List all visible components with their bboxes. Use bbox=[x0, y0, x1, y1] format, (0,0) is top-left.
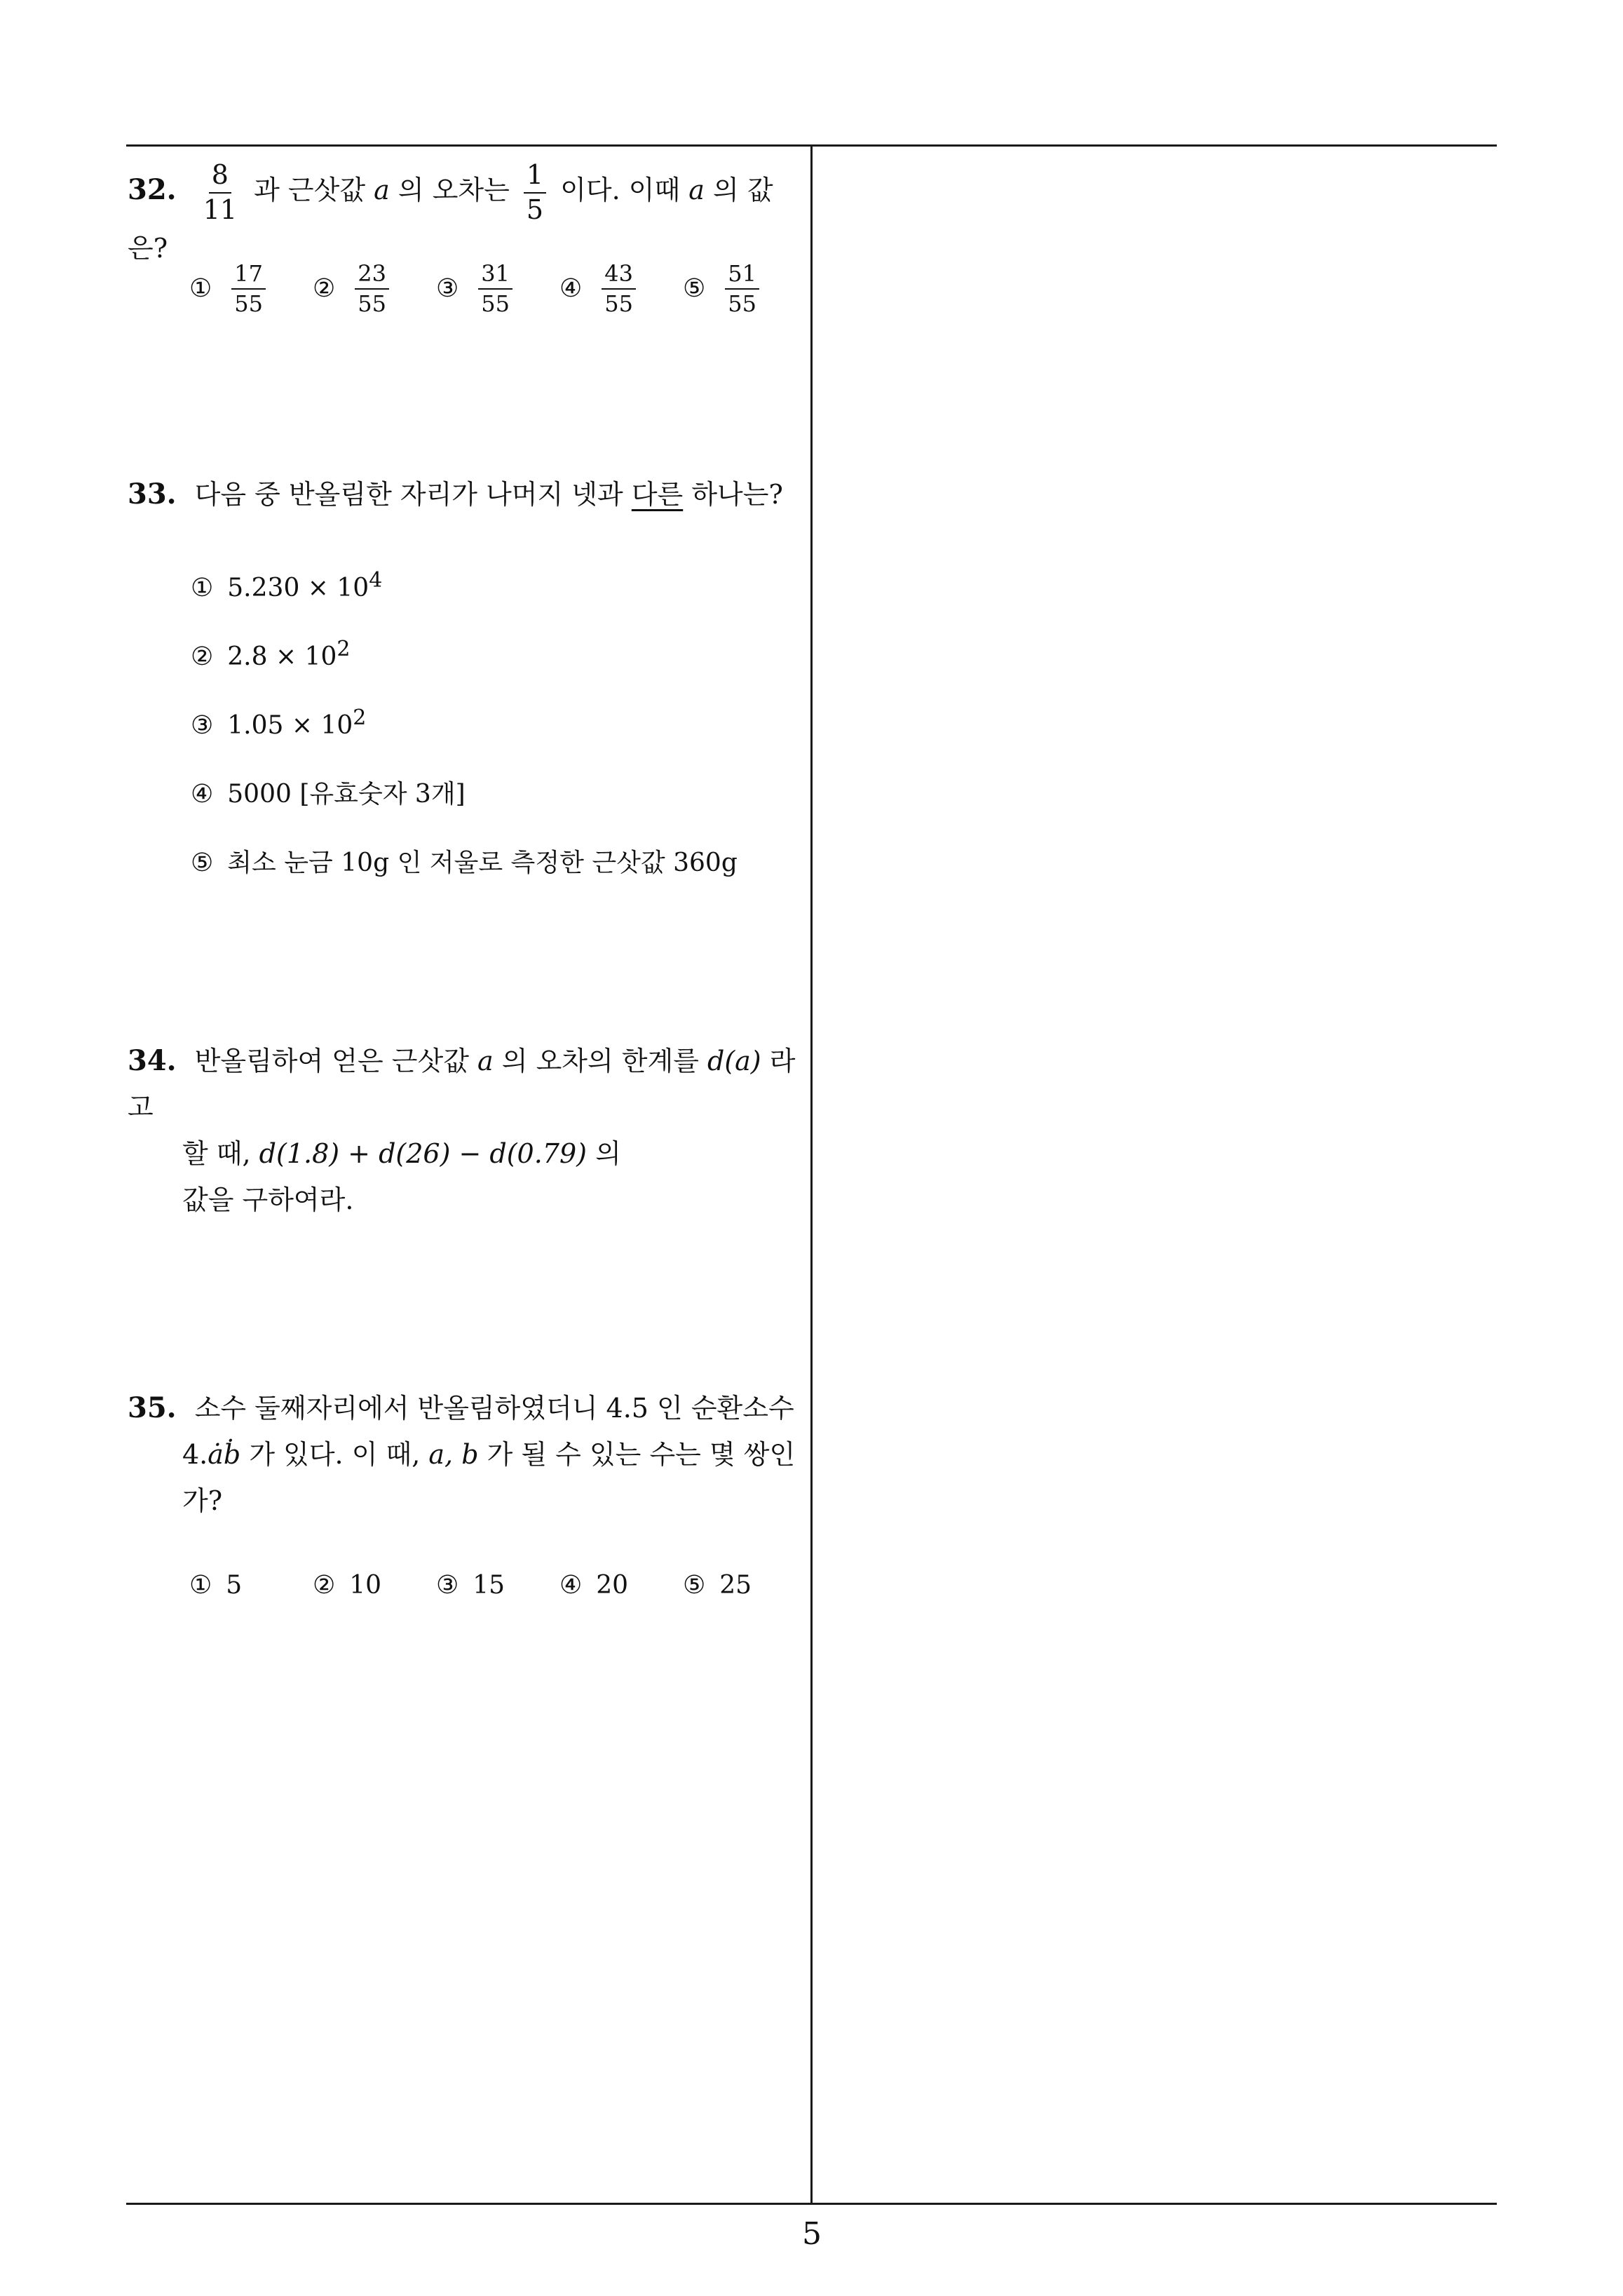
choice-1[interactable]: ① 5 bbox=[189, 1571, 243, 1600]
page-number: 5 bbox=[802, 2216, 822, 2252]
choice-3[interactable]: ③ 15 bbox=[436, 1571, 505, 1600]
choice-3[interactable]: ③ $1.05 \times 10^2$ bbox=[191, 705, 367, 740]
choice-1[interactable]: ① $5.230 \times 10^4$ bbox=[191, 568, 383, 602]
question-32: 32. $\frac{8}{11}$ 과 근삿값 a 의 오차는 $\frac{1}{5}$ 이다. 이때 a 의 값은? bbox=[128, 159, 773, 264]
q34-line-1: 34. 반올림하여 얻은 근삿값 a 의 오차의 한계를 d(a) 라고 bbox=[128, 1044, 796, 1123]
choice-3[interactable]: ③ $\frac{31}{55}$ bbox=[436, 261, 518, 317]
choice-2[interactable]: ② 10 bbox=[313, 1571, 382, 1600]
choice-2[interactable]: ② $\frac{23}{55}$ bbox=[313, 261, 395, 317]
q34-line-3: 값을 구하여라. bbox=[182, 1184, 354, 1215]
column-divider bbox=[810, 144, 813, 2205]
fraction-8-11: $\frac{8}{11}$ bbox=[203, 159, 238, 225]
question-number: 33. bbox=[128, 478, 177, 511]
choice-4[interactable]: ④ 5000 [유효숫자 3개] bbox=[191, 780, 466, 809]
question-34 bbox=[128, 1038, 804, 1223]
choice-5[interactable]: ⑤ 25 bbox=[683, 1571, 752, 1600]
underlined-word: 다른 bbox=[631, 479, 684, 510]
choice-5[interactable]: ⑤ $\frac{51}{55}$ bbox=[683, 261, 765, 317]
choice-4[interactable]: ④ $\frac{43}{55}$ bbox=[559, 261, 641, 317]
question-number: 35. bbox=[128, 1391, 177, 1424]
choice-1[interactable]: ① $\frac{17}{55}$ bbox=[189, 261, 271, 317]
question-35 bbox=[128, 1385, 804, 1524]
question-number: 32. bbox=[128, 173, 177, 207]
question-number: 34. bbox=[128, 1044, 177, 1077]
choice-5[interactable]: ⑤ 최소 눈금 10g 인 저울로 측정한 근삿값 360g bbox=[191, 849, 738, 877]
choice-2[interactable]: ② $2.8 \times 10^2$ bbox=[191, 637, 351, 671]
q35-line-1: 35. 소수 둘째자리에서 반올림하였더니 4.5 인 순환소수 bbox=[128, 1391, 794, 1424]
fraction-1-5: $\frac{1}{5}$ bbox=[524, 160, 546, 225]
q34-line-2: 할 때, d(1.8) + d(26) − d(0.79) 의 bbox=[182, 1138, 621, 1169]
q35-line-2: 4.ȧḃ 가 있다. 이 때, a, b 가 될 수 있는 수는 몇 쌍인 bbox=[182, 1439, 796, 1470]
question-33: 33. 다음 중 반올림한 자리가 나머지 넷과 다른 하나는? bbox=[128, 478, 783, 511]
q35-line-3: 가? bbox=[182, 1485, 223, 1516]
choice-4[interactable]: ④ 20 bbox=[559, 1571, 629, 1600]
